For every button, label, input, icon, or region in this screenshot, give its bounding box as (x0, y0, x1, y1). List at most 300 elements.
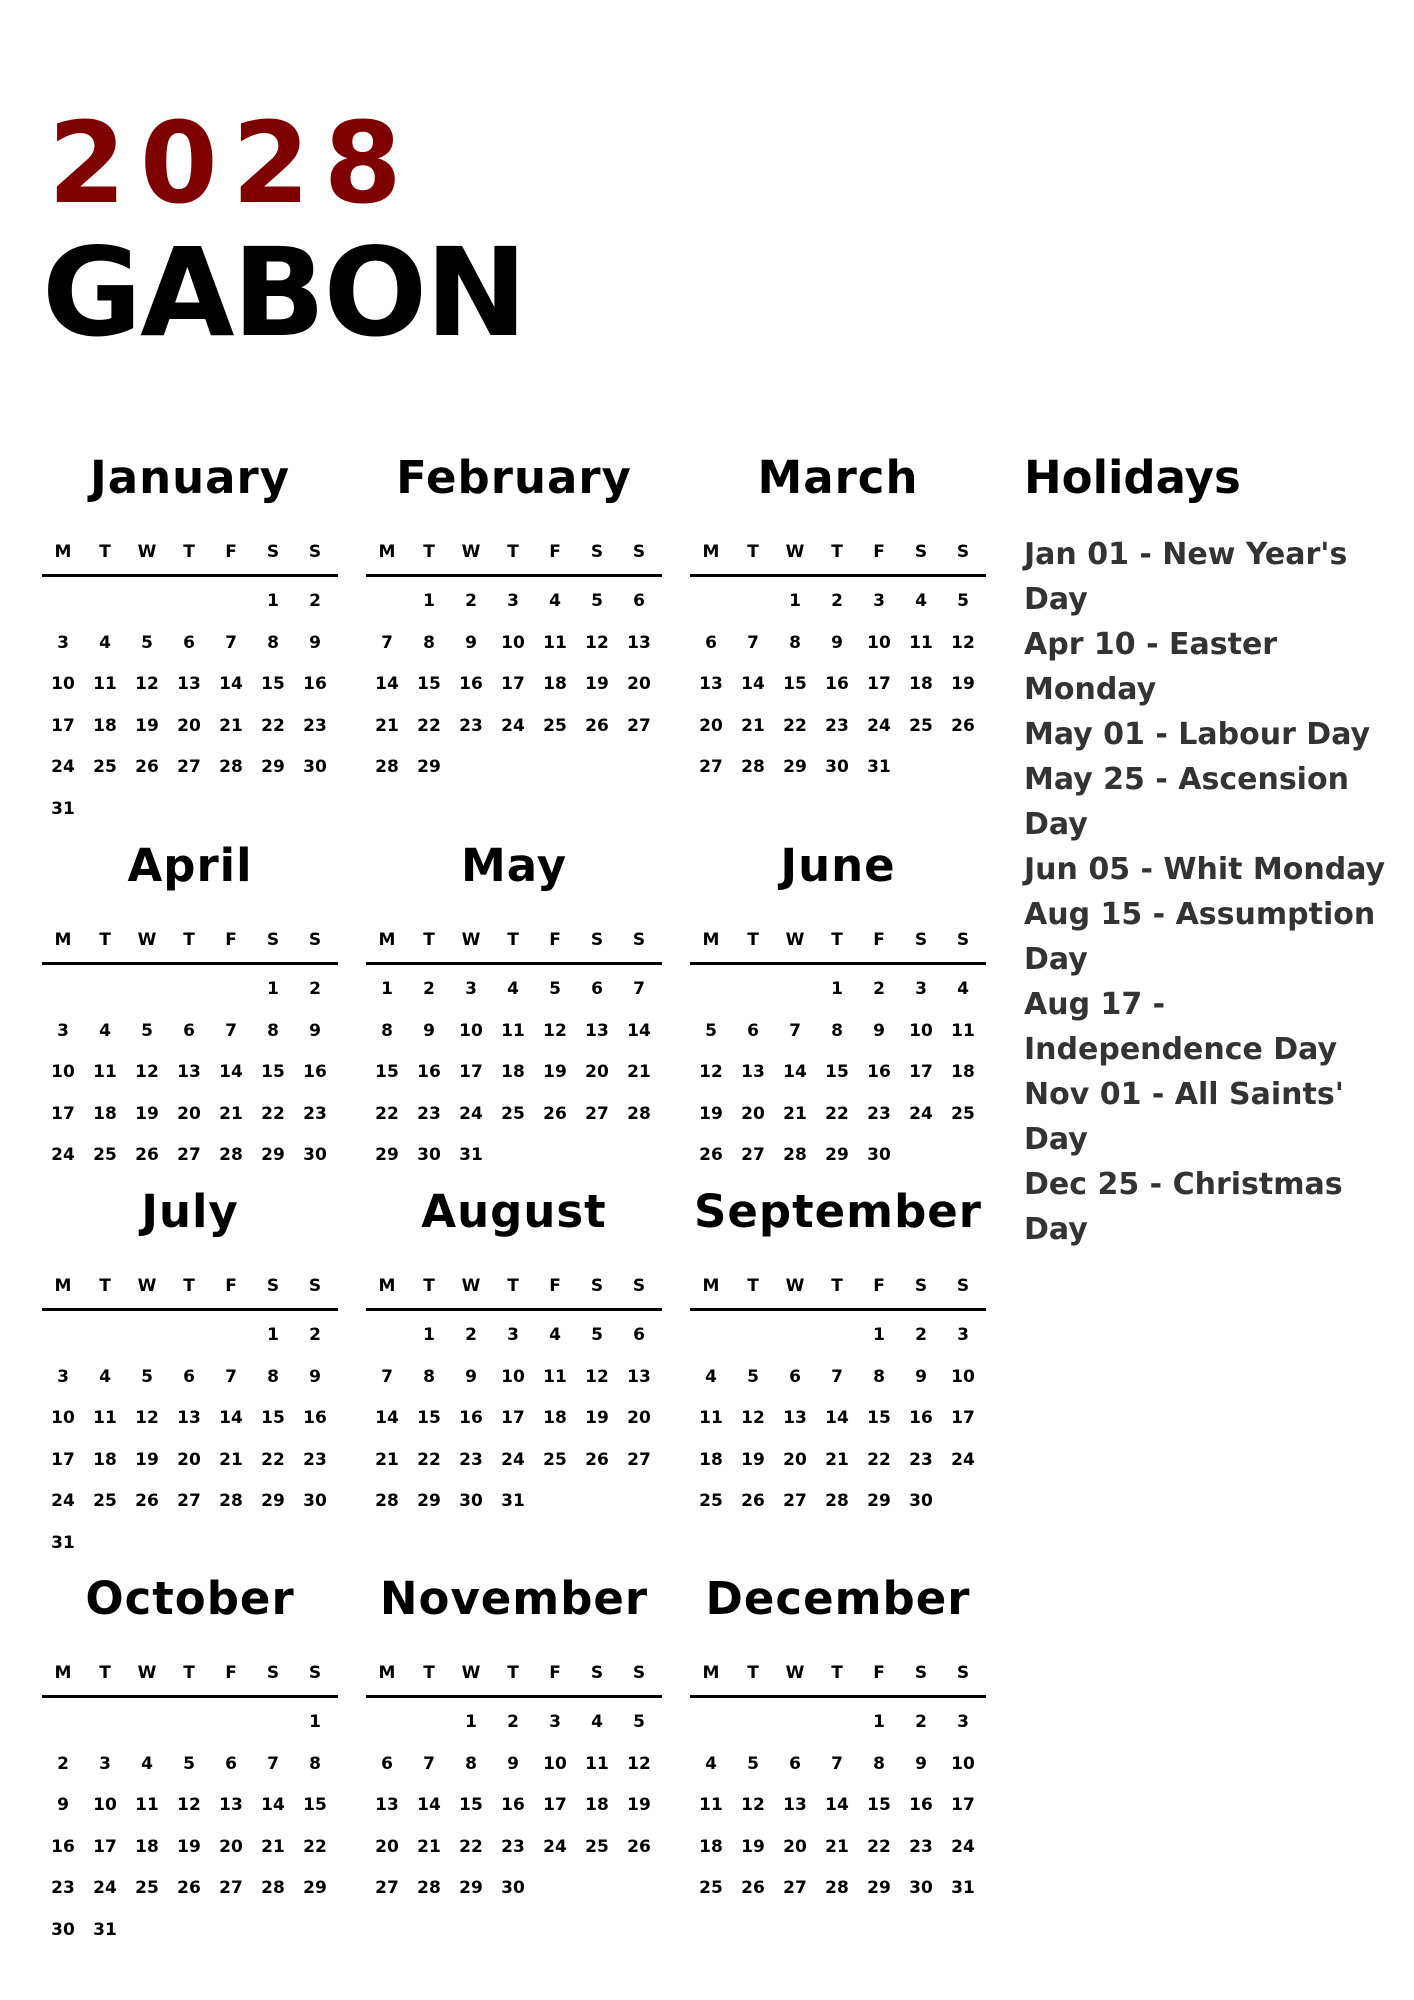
day-cell: 24 (51, 1145, 75, 1165)
day-cell: 25 (543, 715, 567, 736)
day-cell: 6 (789, 1753, 801, 1774)
day-cell: 4 (141, 1753, 153, 1774)
day-cell: 5 (183, 1753, 195, 1774)
day-cell: 13 (375, 1795, 399, 1815)
day-cell: 18 (909, 674, 933, 694)
day-cell: 27 (783, 1491, 807, 1511)
day-cell: 5 (957, 591, 969, 611)
day-cell: 14 (261, 1795, 285, 1815)
day-cell: 7 (747, 632, 759, 653)
month-name: November (379, 1572, 649, 1625)
day-cell: 21 (825, 1449, 849, 1470)
day-cell: 18 (699, 1836, 723, 1857)
day-cell: 20 (177, 1103, 201, 1124)
weekday-label: S (308, 1276, 322, 1296)
weekday-label: F (549, 1276, 561, 1296)
day-cell: 12 (699, 1062, 723, 1082)
day-cell: 24 (867, 715, 891, 736)
day-grid (366, 581, 660, 789)
day-cell: 20 (219, 1836, 243, 1857)
day-cell: 15 (417, 674, 441, 694)
day-cell: 13 (585, 1020, 609, 1041)
weekday-label: M (702, 930, 720, 950)
day-cell: 2 (57, 1753, 69, 1774)
day-cell: 6 (183, 1020, 195, 1041)
day-cell: 21 (219, 1449, 243, 1470)
day-cell: 10 (501, 1366, 525, 1387)
weekday-label: S (590, 1663, 604, 1683)
day-cell: 13 (783, 1408, 807, 1428)
empty-day-cell (690, 969, 732, 1011)
day-cell: 23 (867, 1103, 891, 1124)
empty-day-cell (84, 581, 126, 623)
weekday-label: S (632, 930, 646, 950)
day-cell: 5 (747, 1753, 759, 1774)
weekday-label: F (549, 542, 561, 562)
day-cell: 31 (867, 757, 891, 777)
day-cell: 15 (867, 1408, 891, 1428)
weekday-label: S (914, 930, 928, 950)
weekday-label: S (632, 1276, 646, 1296)
day-cell: 25 (951, 1103, 975, 1124)
day-cell: 3 (57, 1020, 69, 1041)
day-cell: 2 (309, 1325, 321, 1345)
day-cell: 27 (741, 1145, 765, 1165)
day-cell: 20 (699, 715, 723, 736)
day-cell: 20 (585, 1062, 609, 1082)
day-cell: 25 (543, 1449, 567, 1470)
day-cell: 2 (309, 979, 321, 999)
weekday-label: F (225, 542, 237, 562)
day-cell: 28 (627, 1103, 651, 1124)
day-cell: 5 (591, 591, 603, 611)
day-cell: 16 (303, 1062, 327, 1082)
holiday-list (1024, 532, 1404, 1252)
day-cell: 14 (825, 1795, 849, 1815)
empty-day-cell (732, 1702, 774, 1744)
weekday-label: F (225, 1276, 237, 1296)
country-title: GABON (42, 222, 526, 364)
day-cell: 15 (261, 1408, 285, 1428)
day-cell: 17 (51, 1103, 75, 1124)
empty-day-cell (690, 581, 732, 623)
day-cell: 21 (783, 1103, 807, 1124)
day-cell: 7 (633, 979, 645, 999)
day-cell: 30 (867, 1145, 891, 1165)
weekday-header (42, 1651, 338, 1698)
day-cell: 17 (951, 1795, 975, 1815)
weekday-label: T (507, 542, 519, 562)
day-cell: 15 (261, 1062, 285, 1082)
day-cell: 20 (375, 1836, 399, 1857)
weekday-label: F (225, 930, 237, 950)
weekday-label: W (137, 1663, 157, 1683)
day-cell: 19 (135, 715, 159, 736)
day-cell: 11 (585, 1753, 609, 1774)
day-cell: 15 (417, 1408, 441, 1428)
day-grid (366, 1315, 660, 1523)
month-name: January (89, 451, 291, 504)
day-cell: 9 (57, 1795, 69, 1815)
day-cell: 7 (381, 1366, 393, 1387)
day-cell: 8 (309, 1753, 321, 1774)
day-cell: 31 (951, 1878, 975, 1898)
day-cell: 15 (303, 1795, 327, 1815)
day-cell: 3 (507, 1325, 519, 1345)
day-cell: 25 (93, 1491, 117, 1511)
holidays-panel (1024, 446, 1404, 1252)
day-cell: 10 (867, 632, 891, 653)
day-cell: 6 (183, 1366, 195, 1387)
day-cell: 7 (423, 1753, 435, 1774)
weekday-label: S (308, 1663, 322, 1683)
day-cell: 27 (783, 1878, 807, 1898)
day-cell: 24 (51, 1491, 75, 1511)
day-grid (42, 1702, 336, 1951)
day-cell: 17 (951, 1408, 975, 1428)
weekday-label: T (507, 1276, 519, 1296)
day-cell: 7 (381, 632, 393, 653)
day-cell: 9 (309, 1020, 321, 1041)
day-cell: 14 (825, 1408, 849, 1428)
weekday-label: T (831, 1276, 843, 1296)
weekday-label: T (747, 930, 759, 950)
month-february (366, 446, 662, 789)
day-grid (690, 1702, 984, 1910)
weekday-label: T (423, 1276, 435, 1296)
empty-day-cell (168, 1315, 210, 1357)
day-cell: 29 (261, 757, 285, 777)
day-cell: 23 (303, 715, 327, 736)
day-cell: 20 (627, 674, 651, 694)
day-cell: 17 (501, 1408, 525, 1428)
month-name: February (396, 451, 632, 504)
day-cell: 10 (951, 1366, 975, 1387)
day-cell: 26 (543, 1103, 567, 1124)
day-cell: 8 (831, 1020, 843, 1041)
month-june (690, 834, 986, 1177)
weekday-label: W (137, 542, 157, 562)
day-cell: 27 (585, 1103, 609, 1124)
day-cell: 23 (459, 715, 483, 736)
day-cell: 9 (873, 1020, 885, 1041)
day-cell: 27 (177, 757, 201, 777)
day-cell: 22 (459, 1836, 483, 1857)
day-cell: 3 (57, 1366, 69, 1387)
day-cell: 6 (183, 632, 195, 653)
day-cell: 1 (309, 1712, 321, 1732)
empty-day-cell (126, 581, 168, 623)
day-cell: 21 (375, 1449, 399, 1470)
day-cell: 8 (465, 1753, 477, 1774)
day-cell: 16 (51, 1836, 75, 1857)
day-cell: 6 (381, 1753, 393, 1774)
day-cell: 2 (915, 1712, 927, 1732)
day-cell: 30 (501, 1878, 525, 1898)
day-cell: 3 (99, 1753, 111, 1774)
weekday-label: W (461, 930, 481, 950)
weekday-label: T (99, 542, 111, 562)
day-cell: 26 (585, 1449, 609, 1470)
day-cell: 29 (375, 1145, 399, 1165)
weekday-header (42, 918, 338, 965)
day-cell: 16 (303, 674, 327, 694)
day-cell: 26 (177, 1878, 201, 1898)
day-cell: 11 (909, 632, 933, 653)
day-cell: 13 (783, 1795, 807, 1815)
day-cell: 30 (909, 1491, 933, 1511)
month-name: August (421, 1185, 607, 1238)
weekday-label: W (461, 1276, 481, 1296)
day-cell: 15 (783, 674, 807, 694)
day-cell: 5 (141, 1020, 153, 1041)
day-cell: 21 (219, 1103, 243, 1124)
day-cell: 11 (699, 1408, 723, 1428)
day-cell: 14 (219, 674, 243, 694)
day-grid (690, 969, 984, 1177)
month-september (690, 1180, 986, 1523)
day-cell: 3 (549, 1712, 561, 1732)
day-cell: 4 (549, 591, 561, 611)
weekday-label: S (914, 542, 928, 562)
weekday-label: S (956, 1663, 970, 1683)
weekday-label: T (747, 1663, 759, 1683)
day-cell: 11 (699, 1795, 723, 1815)
day-cell: 9 (915, 1366, 927, 1387)
month-april (42, 834, 338, 1177)
weekday-label: F (225, 1663, 237, 1683)
day-cell: 26 (699, 1145, 723, 1165)
day-cell: 17 (543, 1795, 567, 1815)
day-cell: 8 (873, 1366, 885, 1387)
empty-day-cell (774, 969, 816, 1011)
day-cell: 29 (867, 1878, 891, 1898)
day-cell: 8 (423, 632, 435, 653)
weekday-header (366, 530, 662, 577)
day-cell: 1 (423, 591, 435, 611)
empty-day-cell (732, 581, 774, 623)
day-cell: 26 (585, 715, 609, 736)
weekday-label: F (549, 1663, 561, 1683)
day-cell: 28 (783, 1145, 807, 1165)
day-cell: 25 (501, 1103, 525, 1124)
weekday-label: S (632, 542, 646, 562)
month-may (366, 834, 662, 1177)
day-cell: 25 (909, 715, 933, 736)
day-cell: 26 (135, 1491, 159, 1511)
weekday-label: W (137, 1276, 157, 1296)
day-cell: 19 (177, 1836, 201, 1857)
day-cell: 16 (303, 1408, 327, 1428)
weekday-label: T (423, 930, 435, 950)
day-cell: 26 (627, 1836, 651, 1857)
day-cell: 2 (465, 1325, 477, 1345)
day-cell: 23 (417, 1103, 441, 1124)
weekday-label: M (54, 1276, 72, 1296)
day-cell: 13 (627, 1366, 651, 1387)
day-cell: 8 (789, 632, 801, 653)
day-cell: 1 (789, 591, 801, 611)
day-cell: 24 (543, 1836, 567, 1857)
day-cell: 2 (873, 979, 885, 999)
day-cell: 12 (135, 1408, 159, 1428)
day-cell: 6 (747, 1020, 759, 1041)
day-cell: 1 (465, 1712, 477, 1732)
day-cell: 21 (627, 1062, 651, 1082)
day-cell: 18 (543, 1408, 567, 1428)
day-cell: 10 (501, 632, 525, 653)
month-name: June (780, 839, 896, 892)
holiday-item: May 01 - Labour Day (1024, 717, 1371, 752)
day-cell: 24 (51, 757, 75, 777)
empty-day-cell (84, 1315, 126, 1357)
day-cell: 4 (915, 591, 927, 611)
day-cell: 10 (459, 1020, 483, 1041)
day-cell: 15 (261, 674, 285, 694)
day-cell: 3 (873, 591, 885, 611)
day-cell: 4 (549, 1325, 561, 1345)
empty-day-cell (126, 969, 168, 1011)
day-cell: 6 (225, 1753, 237, 1774)
day-cell: 11 (501, 1020, 525, 1041)
weekday-label: M (378, 542, 396, 562)
day-cell: 18 (543, 674, 567, 694)
month-name: July (141, 1185, 239, 1238)
day-cell: 23 (303, 1103, 327, 1124)
day-cell: 2 (423, 979, 435, 999)
weekday-label: W (785, 542, 805, 562)
day-cell: 17 (909, 1062, 933, 1082)
weekday-label: T (831, 930, 843, 950)
day-cell: 2 (507, 1712, 519, 1732)
day-cell: 13 (699, 674, 723, 694)
day-cell: 1 (873, 1712, 885, 1732)
day-cell: 23 (501, 1836, 525, 1857)
empty-day-cell (126, 1702, 168, 1744)
day-cell: 21 (741, 715, 765, 736)
day-cell: 28 (375, 757, 399, 777)
weekday-label: T (423, 542, 435, 562)
day-cell: 15 (867, 1795, 891, 1815)
day-cell: 24 (501, 715, 525, 736)
month-name: December (705, 1572, 971, 1625)
day-cell: 20 (177, 715, 201, 736)
day-cell: 12 (135, 674, 159, 694)
day-cell: 8 (267, 1366, 279, 1387)
day-cell: 27 (627, 715, 651, 736)
weekday-label: T (183, 542, 195, 562)
day-cell: 25 (93, 757, 117, 777)
weekday-label: W (785, 930, 805, 950)
day-cell: 13 (177, 1062, 201, 1082)
day-cell: 31 (93, 1919, 117, 1940)
day-cell: 10 (51, 674, 75, 694)
day-cell: 4 (99, 1020, 111, 1041)
day-cell: 26 (135, 757, 159, 777)
day-grid (42, 581, 336, 830)
day-cell: 20 (177, 1449, 201, 1470)
day-cell: 22 (417, 1449, 441, 1470)
weekday-label: T (747, 1276, 759, 1296)
day-cell: 2 (831, 591, 843, 611)
day-cell: 29 (867, 1491, 891, 1511)
weekday-label: T (99, 1663, 111, 1683)
day-cell: 30 (909, 1878, 933, 1898)
weekday-label: S (266, 542, 280, 562)
day-cell: 4 (705, 1753, 717, 1774)
day-cell: 28 (219, 1145, 243, 1165)
day-cell: 20 (783, 1449, 807, 1470)
day-cell: 1 (423, 1325, 435, 1345)
day-cell: 7 (225, 1366, 237, 1387)
empty-day-cell (42, 969, 84, 1011)
day-cell: 21 (261, 1836, 285, 1857)
weekday-label: F (549, 930, 561, 950)
day-cell: 14 (627, 1020, 651, 1041)
day-cell: 25 (585, 1836, 609, 1857)
day-cell: 29 (459, 1878, 483, 1898)
day-cell: 31 (501, 1491, 525, 1511)
month-july (42, 1180, 338, 1564)
day-cell: 10 (909, 1020, 933, 1041)
month-name: October (85, 1572, 295, 1625)
day-cell: 28 (219, 1491, 243, 1511)
day-cell: 9 (309, 632, 321, 653)
day-cell: 23 (303, 1449, 327, 1470)
day-cell: 24 (459, 1103, 483, 1124)
month-name: April (127, 839, 253, 892)
day-cell: 25 (93, 1145, 117, 1165)
day-cell: 26 (741, 1878, 765, 1898)
day-cell: 12 (177, 1795, 201, 1815)
weekday-label: M (378, 1663, 396, 1683)
weekday-label: S (956, 1276, 970, 1296)
day-cell: 16 (825, 674, 849, 694)
day-cell: 22 (303, 1836, 327, 1857)
month-january (42, 446, 338, 830)
day-cell: 2 (915, 1325, 927, 1345)
day-cell: 30 (825, 757, 849, 777)
holiday-item: Aug 15 - Assumption Day (1024, 897, 1376, 977)
day-cell: 1 (381, 979, 393, 999)
day-cell: 12 (741, 1795, 765, 1815)
weekday-label: M (702, 542, 720, 562)
weekday-header (366, 1264, 662, 1311)
weekday-header (690, 1651, 986, 1698)
empty-day-cell (126, 1315, 168, 1357)
day-cell: 1 (267, 979, 279, 999)
day-cell: 23 (51, 1878, 75, 1898)
weekday-label: M (54, 542, 72, 562)
day-cell: 27 (699, 757, 723, 777)
day-cell: 5 (141, 1366, 153, 1387)
month-name: May (460, 839, 568, 892)
day-cell: 11 (93, 1408, 117, 1428)
day-cell: 5 (549, 979, 561, 999)
weekday-label: W (461, 542, 481, 562)
day-cell: 22 (375, 1103, 399, 1124)
day-cell: 17 (51, 1449, 75, 1470)
day-cell: 13 (219, 1795, 243, 1815)
day-cell: 13 (177, 674, 201, 694)
day-cell: 1 (831, 979, 843, 999)
empty-day-cell (168, 1702, 210, 1744)
day-cell: 9 (465, 1366, 477, 1387)
day-cell: 8 (873, 1753, 885, 1774)
day-cell: 24 (93, 1878, 117, 1898)
day-cell: 19 (135, 1449, 159, 1470)
day-cell: 28 (261, 1878, 285, 1898)
